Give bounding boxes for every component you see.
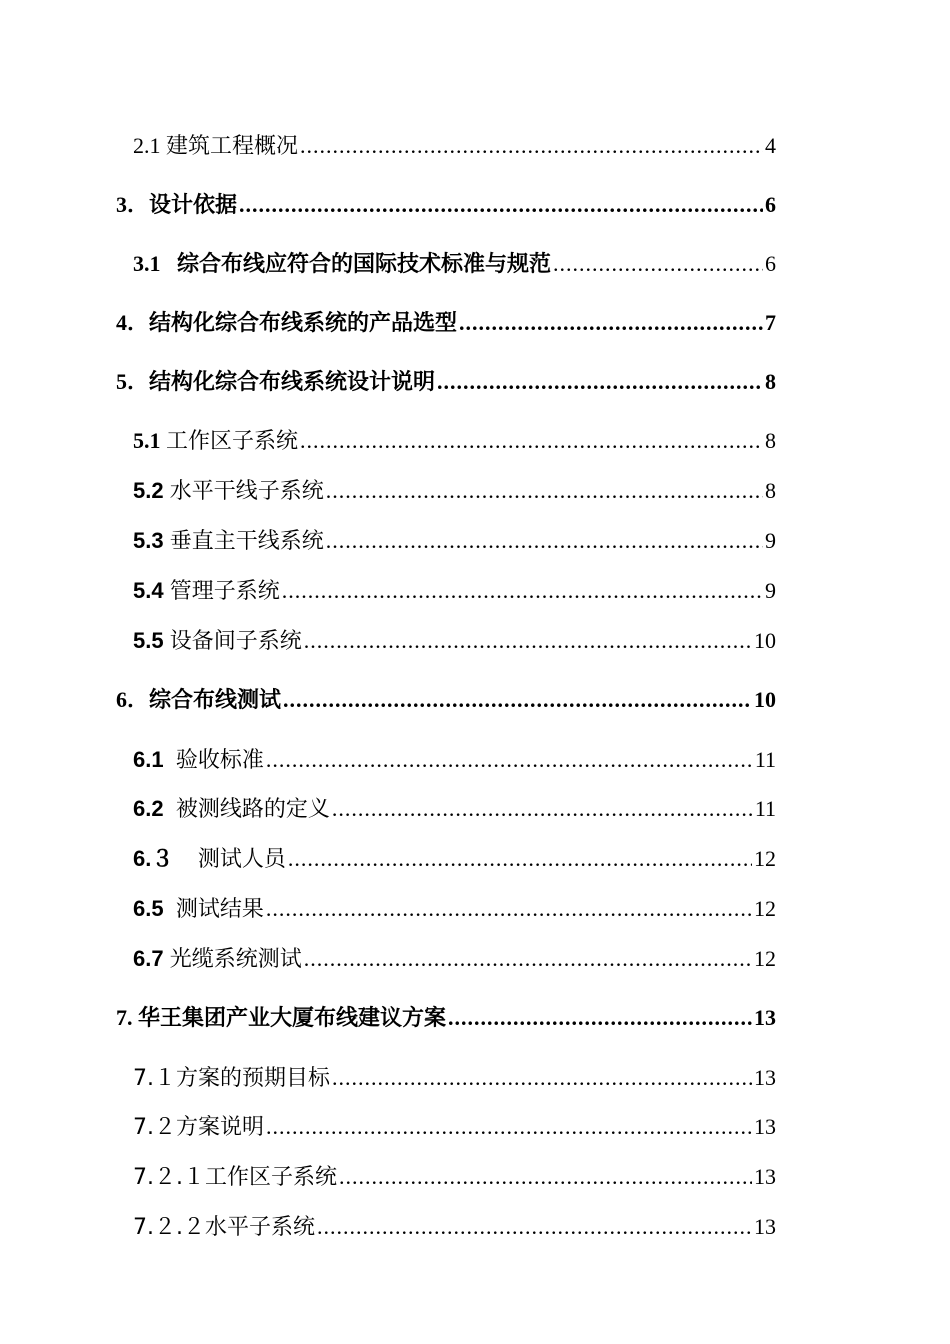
- toc-entry-number: 6.5: [133, 896, 176, 921]
- toc-entry-5-4[interactable]: [133, 575, 776, 607]
- toc-entry-text: 华王集团产业大厦布线建议方案: [138, 1006, 447, 1031]
- toc-entry-4[interactable]: [116, 307, 776, 339]
- toc-entry-text: 综合布线应符合的国际技术标准与规范: [177, 252, 552, 277]
- toc-entry-text: 设计依据: [149, 193, 238, 218]
- toc-leader-dots: [266, 893, 752, 925]
- toc-entry-7[interactable]: [116, 1002, 776, 1034]
- toc-entry-title: [133, 843, 286, 876]
- toc-entry-number: 7.１: [133, 1066, 176, 1091]
- toc-entry-text: 水平干线子系统: [169, 479, 324, 504]
- toc-entry-number: 6.３: [133, 846, 198, 871]
- toc-entry-number: 6.1: [133, 747, 176, 772]
- toc-entry-7-2[interactable]: [133, 1111, 776, 1143]
- toc-leader-dots: [266, 744, 753, 776]
- toc-entry-6[interactable]: [116, 684, 776, 716]
- toc-page-number: 13: [754, 1164, 776, 1189]
- toc-page-number: 12: [754, 896, 776, 921]
- toc-entry-6-2[interactable]: [133, 793, 776, 825]
- toc-page-number: 8: [765, 369, 776, 394]
- toc-leader-dots: [326, 475, 763, 507]
- toc-entry-title: [116, 684, 281, 717]
- toc-leader-dots: [300, 425, 763, 457]
- toc-page-number: 6: [765, 192, 776, 217]
- toc-entry-7-1[interactable]: [133, 1062, 776, 1094]
- toc-entry-text: 光缆系统测试: [169, 947, 302, 972]
- toc-entry-number: 4．: [116, 310, 150, 335]
- toc-entry-number: 5.2: [133, 478, 170, 503]
- toc-page-number: 13: [754, 1065, 776, 1090]
- toc-page-number: 8: [765, 478, 776, 503]
- toc-entry-text: 垂直主干线系统: [169, 529, 324, 554]
- toc-entry-title: [133, 1212, 315, 1244]
- toc-leader-dots: [304, 625, 752, 657]
- toc-entry-6-3[interactable]: [133, 843, 776, 875]
- toc-entry-6-7[interactable]: [133, 943, 776, 975]
- toc-page-number: 13: [754, 1005, 776, 1030]
- toc-entry-number: 5．: [116, 369, 150, 394]
- toc-entry-text: 结构化综合布线系统的产品选型: [149, 311, 458, 336]
- toc-entry-text: 方案的预期目标: [176, 1066, 331, 1091]
- toc-entry-number: 3.1: [133, 251, 177, 276]
- toc-entry-number: 5.3: [133, 528, 170, 553]
- toc-entry-title: [116, 1002, 446, 1035]
- toc-leader-dots: [332, 1062, 752, 1094]
- toc-entry-title: [133, 625, 302, 658]
- toc-entry-text: 建筑工程概况: [166, 134, 299, 159]
- toc-entry-number: 7.２: [133, 1115, 176, 1140]
- toc-leader-dots: [300, 130, 763, 162]
- toc-entry-title: [133, 575, 280, 608]
- toc-entry-3-1[interactable]: [133, 248, 776, 280]
- toc-leader-dots: [553, 248, 763, 280]
- toc-entry-text: 管理子系统: [169, 579, 280, 604]
- toc-entry-7-2-1[interactable]: [133, 1161, 776, 1193]
- toc-page-number: 10: [754, 687, 776, 712]
- toc-page-number: 12: [754, 946, 776, 971]
- toc-page-number: 13: [754, 1214, 776, 1239]
- toc-entry-text: 工作区子系统: [204, 1165, 337, 1190]
- toc-page-number: 10: [754, 628, 776, 653]
- toc-entry-number: 6．: [116, 687, 150, 712]
- toc-entry-number: 5.5: [133, 628, 170, 653]
- toc-leader-dots: [317, 1211, 752, 1243]
- toc-entry-number: 7.２.１: [133, 1165, 205, 1190]
- toc-entry-text: 被测线路的定义: [175, 797, 330, 822]
- toc-leader-dots: [339, 1161, 752, 1193]
- toc-entry-number: 5.4: [133, 578, 170, 603]
- toc-entry-title: [133, 943, 302, 976]
- toc-page-number: 7: [765, 310, 776, 335]
- toc-entry-text: 结构化综合布线系统设计说明: [149, 370, 436, 395]
- toc-leader-dots: [448, 1002, 752, 1034]
- toc-page-number: 11: [754, 796, 776, 821]
- toc-entry-number: 7.: [116, 1005, 138, 1030]
- toc-entry-title: [133, 744, 264, 777]
- toc-leader-dots: [239, 189, 763, 221]
- toc-leader-dots: [332, 793, 753, 825]
- toc-page-number: 4: [765, 133, 776, 158]
- toc-entry-title: [133, 425, 298, 458]
- toc-entry-7-2-2[interactable]: [133, 1211, 776, 1243]
- toc-entry-2-1[interactable]: [133, 130, 776, 162]
- toc-leader-dots: [326, 525, 763, 557]
- toc-entry-title: [133, 1112, 264, 1144]
- toc-entry-title: [133, 475, 324, 508]
- toc-entry-text: 测试人员: [197, 847, 286, 872]
- toc-entry-title: [133, 525, 324, 558]
- toc-leader-dots: [459, 307, 763, 339]
- toc-entry-text: 综合布线测试: [149, 688, 282, 713]
- toc-leader-dots: [282, 575, 763, 607]
- toc-entry-title: [116, 366, 435, 399]
- toc-page-number: 6: [765, 251, 776, 276]
- toc-entry-3[interactable]: [116, 189, 776, 221]
- toc-entry-5-5[interactable]: [133, 625, 776, 657]
- toc-entry-5-2[interactable]: [133, 475, 776, 507]
- toc-entry-title: [133, 130, 298, 163]
- toc-entry-number: 3．: [116, 192, 150, 217]
- toc-entry-6-1[interactable]: [133, 744, 776, 776]
- toc-entry-title: [133, 793, 330, 826]
- toc-entry-6-5[interactable]: [133, 893, 776, 925]
- toc-page-number: 13: [754, 1114, 776, 1139]
- toc-leader-dots: [283, 684, 752, 716]
- toc-entry-title: [133, 1162, 337, 1194]
- toc-entry-number: 6.2: [133, 796, 176, 821]
- toc-entry-text: 设备间子系统: [169, 629, 302, 654]
- toc-entry-text: 验收标准: [175, 748, 264, 773]
- toc-page-number: 8: [765, 428, 776, 453]
- toc-entry-number: 5.1: [133, 428, 166, 453]
- toc-page-number: 12: [754, 846, 776, 871]
- toc-entry-text: 方案说明: [176, 1115, 265, 1140]
- toc-entry-number: 2.1: [133, 133, 166, 158]
- toc-entry-title: [116, 307, 457, 340]
- toc-entry-5-3[interactable]: [133, 525, 776, 557]
- toc-entry-title: [116, 189, 237, 222]
- toc-page-number: 11: [754, 747, 776, 772]
- toc-entry-number: 6.7: [133, 946, 170, 971]
- toc-page-number: 9: [765, 528, 776, 553]
- toc-entry-text: 水平子系统: [204, 1215, 315, 1240]
- toc-entry-text: 测试结果: [175, 897, 264, 922]
- toc-entry-title: [133, 893, 264, 926]
- toc-entry-5[interactable]: [116, 366, 776, 398]
- toc-leader-dots: [266, 1111, 752, 1143]
- toc-leader-dots: [304, 943, 752, 975]
- toc-entry-title: [133, 1063, 330, 1095]
- toc-entry-number: 7.２.２: [133, 1215, 205, 1240]
- toc-entry-title: [133, 248, 551, 281]
- toc-leader-dots: [288, 843, 752, 875]
- toc-entry-text: 工作区子系统: [166, 429, 299, 454]
- toc-entry-5-1[interactable]: [133, 425, 776, 457]
- toc-leader-dots: [437, 366, 763, 398]
- toc-page-number: 9: [765, 578, 776, 603]
